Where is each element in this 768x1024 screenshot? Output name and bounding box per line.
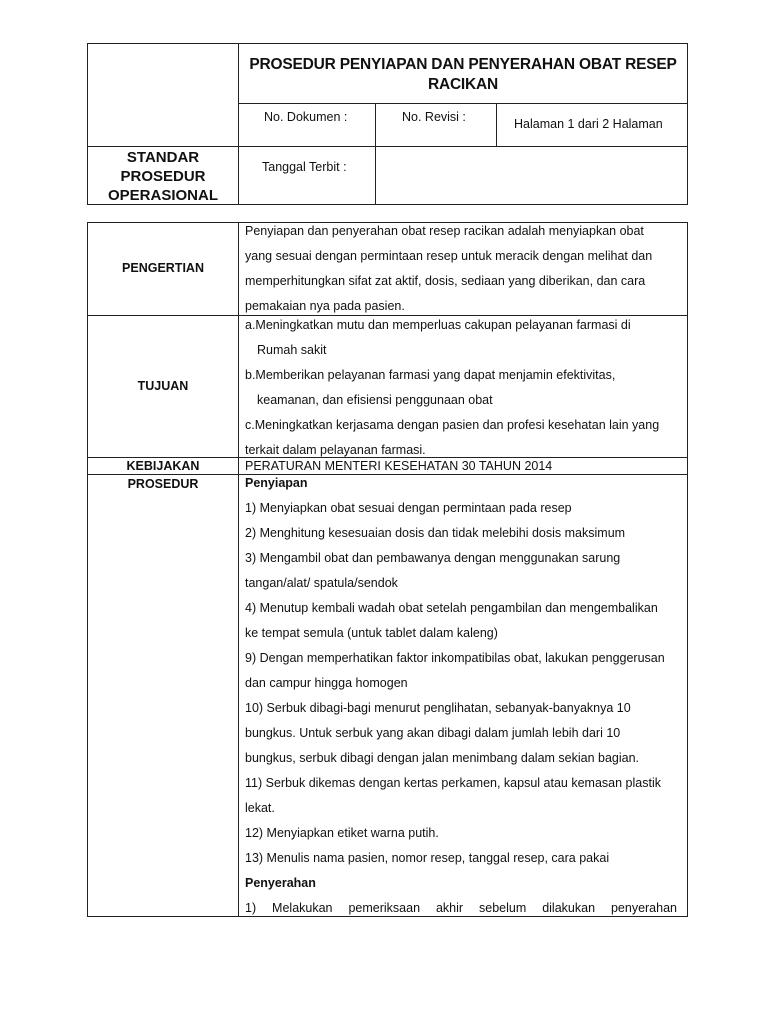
list-item: bungkus, serbuk dibagi dengan jalan menimbang dalam sekian bagian. — [245, 751, 640, 765]
kebijakan-label: KEBIJAKAN — [126, 459, 200, 473]
header-divider-h2 — [87, 146, 688, 147]
content-divider-v — [238, 222, 239, 917]
text-line: memperhitungkan sifat zat aktif, dosis, sediaan yang diberikan, dan cara — [245, 274, 646, 288]
text-line: a.Meningkatkan mutu dan memperluas cakupan pelayanan farmasi di — [245, 318, 631, 332]
list-item: 1) Melakukan pemeriksaan akhir sebelum dilakukan penyerahan — [245, 901, 677, 915]
text-line: pemakaian nya pada pasien. — [245, 299, 405, 313]
header-divider-v — [238, 43, 239, 205]
list-item: tangan/alat/ spatula/sendok — [245, 576, 398, 590]
no-dokumen-label: No. Dokumen : — [264, 110, 348, 124]
text-line: c.Meningkatkan kerjasama dengan pasien dan profesi kesehatan lain yang — [245, 418, 660, 432]
halaman-label: Halaman 1 dari 2 Halaman — [514, 117, 663, 131]
tujuan-label: TUJUAN — [137, 379, 189, 393]
text-line: b.Memberikan pelayanan farmasi yang dapat menjamin efektivitas, — [245, 368, 616, 382]
list-item: 10) Serbuk dibagi-bagi menurut penglihatan, sebanyak-banyaknya 10 — [245, 701, 631, 715]
sop-label: STANDAR PROSEDUR OPERASIONAL — [107, 149, 218, 204]
text-line: yang sesuai dengan permintaan resep untuk meracik dengan melihat dan — [245, 249, 653, 263]
tujuan-text — [245, 313, 681, 463]
text-line: terkait dalam pelayanan farmasi. — [245, 443, 426, 457]
list-item: 4) Menutup kembali wadah obat setelah pengambilan dan mengembalikan — [245, 601, 658, 615]
prosedur-text — [245, 471, 677, 921]
list-item: 1) Menyiapkan obat sesuai dengan permintaan pada resep — [245, 501, 572, 515]
penyiapan-heading: Penyiapan — [245, 476, 308, 490]
list-item: 13) Menulis nama pasien, nomor resep, tanggal resep, cara pakai — [245, 851, 610, 865]
text-line: keamanan, dan efisiensi penggunaan obat — [257, 393, 493, 407]
prosedur-label: PROSEDUR — [127, 477, 199, 491]
header-divider-v2 — [375, 103, 376, 205]
tanggal-terbit-label: Tanggal Terbit : — [262, 160, 347, 174]
pengertian-label: PENGERTIAN — [122, 261, 204, 275]
list-item: 3) Mengambil obat dan pembawanya dengan menggunakan sarung — [245, 551, 621, 565]
document-title: PROSEDUR PENYIAPAN DAN PENYERAHAN OBAT RESEP RACIKAN — [249, 56, 677, 93]
header-divider-v3 — [496, 103, 497, 146]
penyerahan-heading: Penyerahan — [245, 876, 316, 890]
list-item: dan campur hingga homogen — [245, 676, 408, 690]
list-item: 2) Menghitung kesesuaian dosis dan tidak melebihi dosis maksimum — [245, 526, 626, 540]
list-item: 11) Serbuk dikemas dengan kertas perkamen, kapsul atau kemasan plastik — [245, 776, 661, 790]
list-item: 12) Menyiapkan etiket warna putih. — [245, 826, 439, 840]
list-item: bungkus. Untuk serbuk yang akan dibagi dalam jumlah lebih dari 10 — [245, 726, 621, 740]
kebijakan-text: PERATURAN MENTERI KESEHATAN 30 TAHUN 2014 — [245, 459, 553, 473]
list-item: lekat. — [245, 801, 275, 815]
list-item: ke tempat semula (untuk tablet dalam kaleng) — [245, 626, 498, 640]
no-revisi-label: No. Revisi : — [402, 110, 466, 124]
list-item: 9) Dengan memperhatikan faktor inkompatibilas obat, lakukan penggerusan — [245, 651, 665, 665]
text-line: Rumah sakit — [257, 343, 327, 357]
text-line: Penyiapan dan penyerahan obat resep racikan adalah menyiapkan obat — [245, 224, 644, 238]
pengertian-text — [245, 219, 681, 319]
header-divider-h1 — [238, 103, 688, 104]
